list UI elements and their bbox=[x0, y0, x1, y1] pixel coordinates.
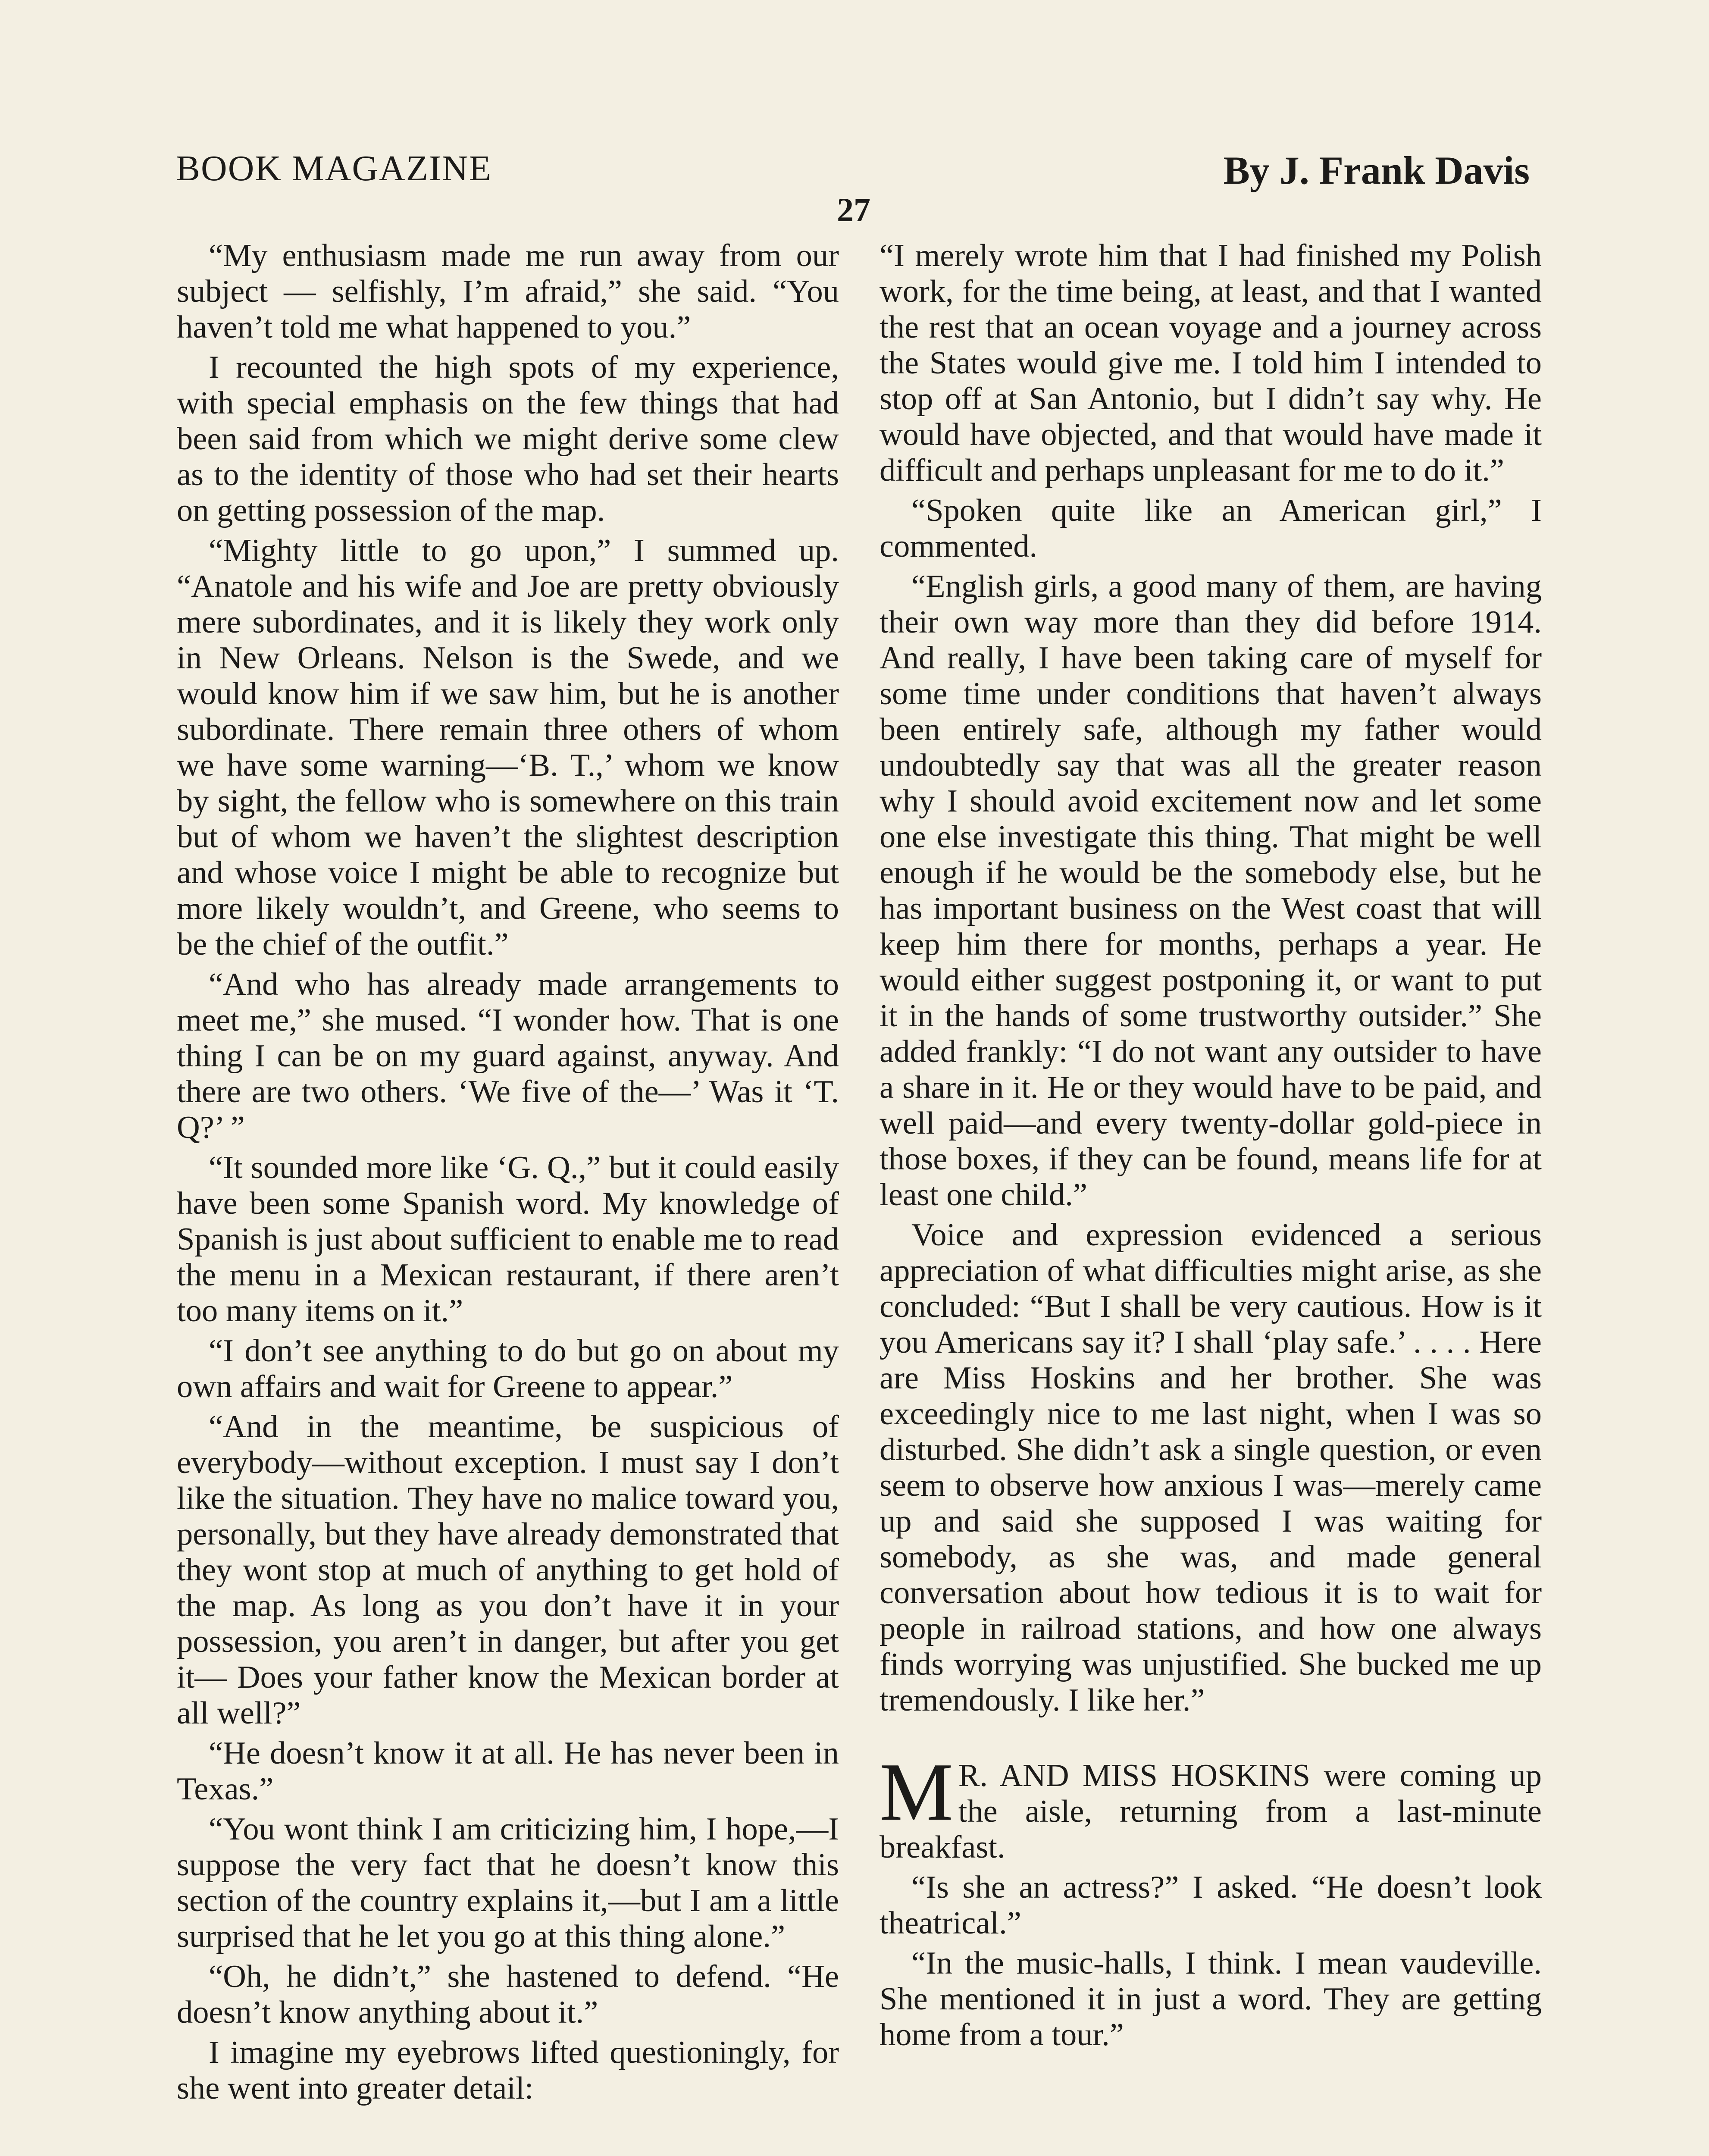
author-byline: By J. Frank Davis bbox=[1223, 148, 1530, 192]
section-lead-in: R. AND MISS HOSKINS bbox=[958, 1758, 1311, 1793]
paragraph: “Mighty little to go upon,” I summed up. “Anatole and his wife and Joe are pretty obviously mere subordinates, and it is likely they work only in New Orleans. Nelson is the Swede, and we would know him if we saw him, but he is another subordinate. There remain three others of whom we have some warning—‘B. T.,’ whom we know by sight, the fellow who is somewhere on this train but of whom we haven’t the slightest description and whose voice I might be able to recognize but more likely wouldn’t, and Greene, who seems to be the chief of the outfit.” bbox=[177, 533, 839, 962]
paragraph: “He doesn’t know it at all. He has never been in Texas.” bbox=[177, 1736, 839, 1807]
paragraph: “English girls, a good many of them, are having their own way more than they did before 1914. And really, I have been taking care of myself for some time under conditions that haven’t always been entirely safe, although my father would undoubtedly say that was all the greater reason why I should avoid excitement now and let some one else investigate this thing. That might be well enough if he would be the somebody else, but he has important business on the West coast that will keep him there for months, perhaps a year. He would either suggest postponing it, or want to put it in the hands of some trustworthy outsider.” She added frankly: “I do not want any outsider to have a share in it. He or they would have to be paid, and well paid—and every twenty-dollar gold-piece in those boxes, if they can be found, means life for at least one child.” bbox=[880, 569, 1542, 1213]
paragraph: “Oh, he didn’t,” she hastened to defend. “He doesn’t know anything about it.” bbox=[177, 1959, 839, 2030]
paragraph: “I don’t see anything to do but go on about my own affairs and wait for Greene to appear.” bbox=[177, 1333, 839, 1404]
paragraph: “In the music-halls, I think. I mean vaudeville. She mentioned it in just a word. They are getting home from a tour.” bbox=[880, 1946, 1542, 2053]
drop-cap: M bbox=[880, 1746, 953, 1838]
page-number: 27 bbox=[837, 191, 870, 229]
publication-title: BOOK MAGAZINE bbox=[176, 148, 492, 188]
paragraph: “My enthusiasm made me run away from our subject — selfishly, I’m afraid,” she said. “You haven’t told me what happened to you.” bbox=[177, 238, 839, 345]
section-opening-paragraph bbox=[880, 1746, 1542, 1865]
paragraph: I imagine my eyebrows lifted questioningly, for she went into greater detail: bbox=[177, 2035, 839, 2106]
paragraph: “You wont think I am criticizing him, I hope,—I suppose the very fact that he doesn’t know this section of the country explains it,—but I am a little surprised that he let you go at this thing alone.” bbox=[177, 1811, 839, 1954]
paragraph: “Spoken quite like an American girl,” I commented. bbox=[880, 493, 1542, 564]
paragraph: “And who has already made arrangements to meet me,” she mused. “I wonder how. That is one thing I can be on my guard against, anyway. And there are two others. ‘We five of the—’ Was it ‘T. Q?’ ” bbox=[177, 967, 839, 1145]
paragraph: “And in the meantime, be suspicious of everybody—without exception. I must say I don’t like the situation. They have no malice toward you, personally, but they have already demonstrated that they wont stop at much of anything to get hold of the map. As long as you don’t have it in your possession, you aren’t in danger, but after you get it— Does your father know the Mexican border at all well?” bbox=[177, 1409, 839, 1731]
paragraph: “I merely wrote him that I had finished my Polish work, for the time being, at least, and that I wanted the rest that an ocean voyage and a journey across the States would give me. I told him I intended to stop off at San Antonio, but I didn’t say why. He would have objected, and that would have made it difficult and perhaps unpleasant for me to do it.” bbox=[880, 238, 1542, 488]
paragraph: I recounted the high spots of my experience, with special emphasis on the few things that had been said from which we might derive some clew as to the identity of those who had set their hearts on getting possession of the map. bbox=[177, 350, 839, 528]
paragraph: “Is she an actress?” I asked. “He doesn’t look theatrical.” bbox=[880, 1870, 1542, 1941]
paragraph: Voice and expression evidenced a serious appreciation of what difficulties might arise, as she concluded: “But I shall be very cautious. How is it you Americans say it? I shall ‘play safe.’ . . . . Here are Miss Hoskins and her brother. She was exceedingly nice to me last night, when I was so disturbed. She didn’t ask a single question, or even seem to observe how anxious I was—merely came up and said she supposed I was waiting for somebody, as she was, and made general conversation about how tedious it is to wait for people in railroad stations, and how one always finds worrying was unjustified. She bucked me up tremendously. I like her.” bbox=[880, 1217, 1542, 1718]
paragraph: “It sounded more like ‘G. Q.,” but it could easily have been some Spanish word. My knowledge of Spanish is just about sufficient to enable me to read the menu in a Mexican restaurant, if there aren’t too many items on it.” bbox=[177, 1150, 839, 1329]
left-column bbox=[177, 238, 839, 2111]
right-column bbox=[880, 238, 1542, 2057]
section-lead-rest: were coming up the aisle, returning from a last-minute breakfast. bbox=[880, 1758, 1542, 1865]
